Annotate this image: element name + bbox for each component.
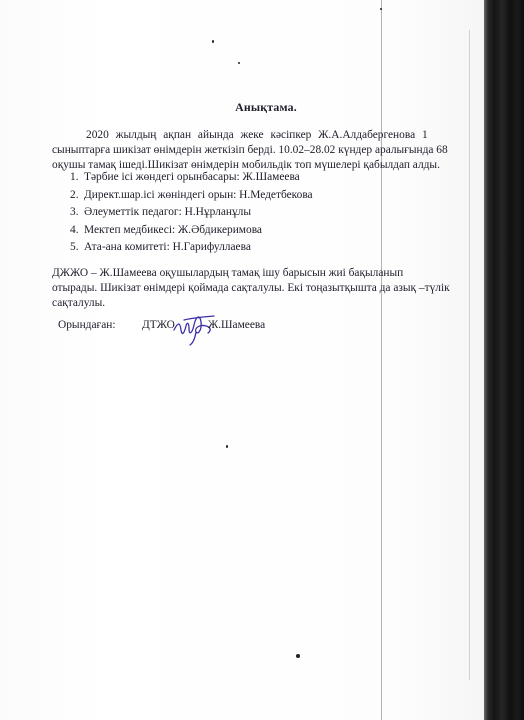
signatory-name: Ж.Шамеева xyxy=(208,319,266,331)
list-number: 2. xyxy=(70,188,79,201)
list-number: 3. xyxy=(70,206,79,218)
list-number: 1. xyxy=(70,171,79,183)
list-number: 5. xyxy=(70,241,79,253)
signature-label: Орындаған: xyxy=(58,319,116,331)
list-item-text: Әлеуметтік педагог: Н.Нұрланұлы xyxy=(84,206,252,218)
list-item xyxy=(70,188,470,206)
signature-block xyxy=(58,318,478,342)
list-item-text: Мектеп медбикесі: Ж.Әбдикеримова xyxy=(84,223,262,236)
list-item xyxy=(70,223,470,241)
paragraph-line: оқушы тамақ ішеді.Шикізат өнімдерін мобильдік топ мүшелері қабылдап алды. xyxy=(52,159,440,171)
scan-speck xyxy=(380,8,382,10)
group-members-list xyxy=(70,170,470,258)
paragraph-line: сақталулы. xyxy=(52,297,106,309)
paragraph-line: ДЖЖО – Ж.Шамеева оқушылардың тамақ ішу барысын жиі бақыланып xyxy=(52,267,404,279)
scan-speck xyxy=(296,654,300,658)
scan-dark-edge xyxy=(484,0,524,720)
list-item-text: Тәрбие ісі жөндегі орынбасары: Ж.Шамеева xyxy=(84,171,300,183)
list-item xyxy=(70,240,470,258)
scan-speck xyxy=(212,40,214,43)
list-number: 4. xyxy=(70,223,79,236)
intro-paragraph xyxy=(52,128,480,173)
paragraph-line: сыныптарға шикізат өнімдерін жеткізіп берді. 10.02–28.02 күндер аралығында 68 xyxy=(52,144,448,156)
scan-speck xyxy=(226,445,228,448)
list-item xyxy=(70,170,470,188)
signature-role: ДТЖО xyxy=(142,319,175,331)
scan-speck xyxy=(238,62,240,64)
paragraph-line: отырады. Шикізат өнімдері қоймада сақталулы. Екі тоңазытқышта да азық –түлік xyxy=(52,282,450,294)
list-item xyxy=(70,205,470,223)
list-item-text: Директ.шар.ісі жөніндегі орын: Н.Медетбекова xyxy=(84,188,313,201)
supervision-paragraph xyxy=(52,266,480,311)
list-item-text: Ата-ана комитеті: Н.Гарифуллаева xyxy=(84,241,251,253)
paragraph-line: 2020 жылдың ақпан айында жеке кәсіпкер Ж.А.Алдабергенова 1 xyxy=(86,129,428,141)
document-title: Анықтама. xyxy=(235,100,297,114)
